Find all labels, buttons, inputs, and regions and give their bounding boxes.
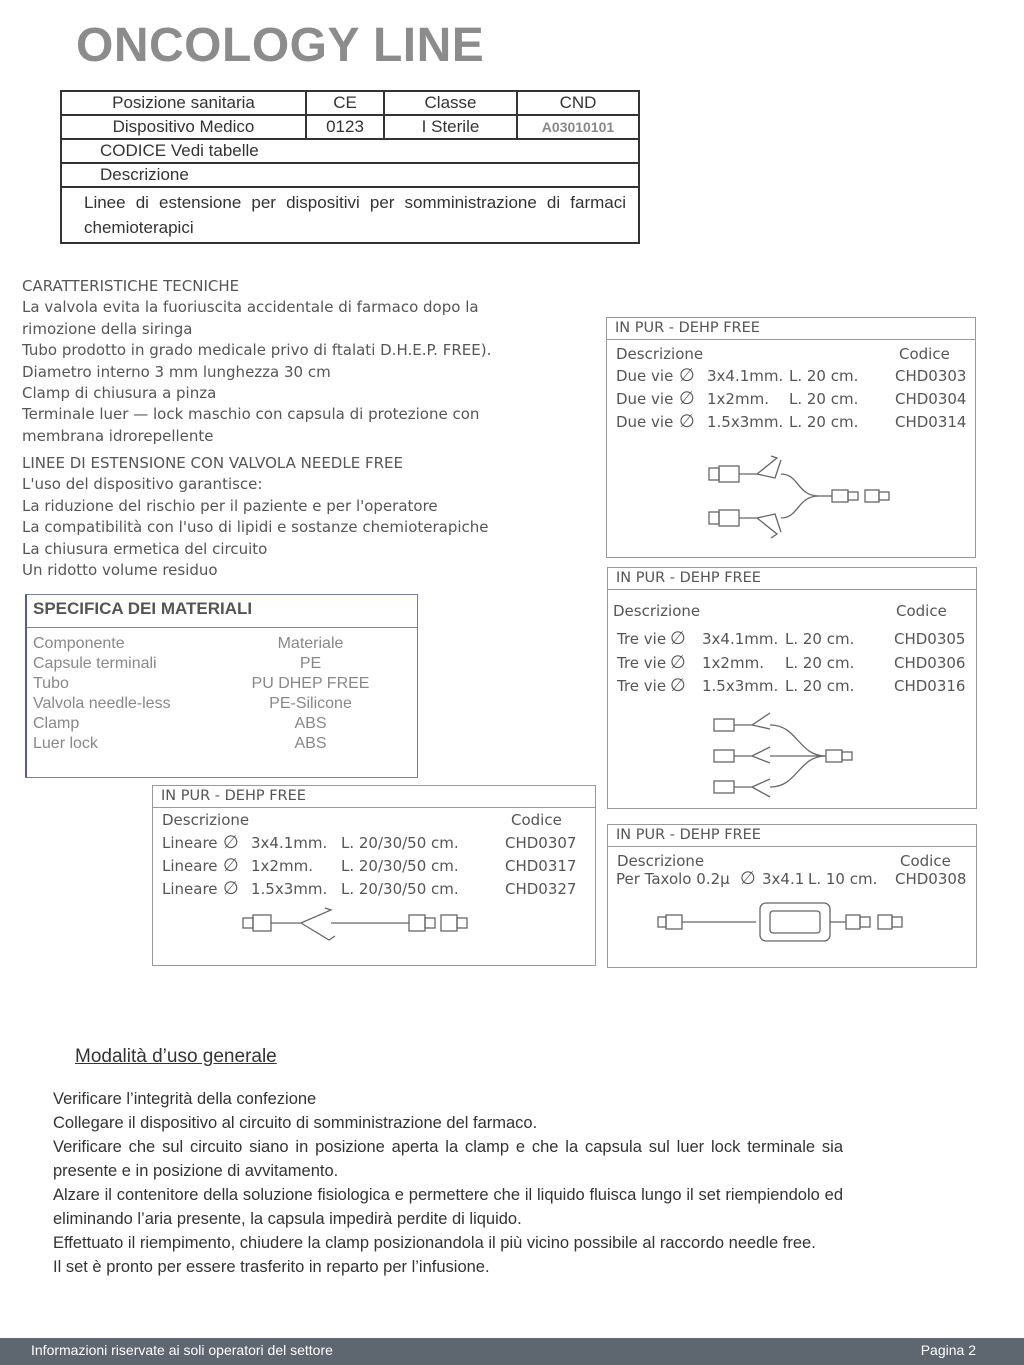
row-len: L. 20 cm. [785, 654, 855, 672]
diameter-icon: ∅ [670, 675, 686, 696]
diameter-icon: ∅ [670, 628, 686, 649]
diameter-icon: ∅ [223, 832, 239, 853]
row-code: CHD0308 [895, 870, 967, 888]
desc-label: Descrizione [613, 602, 701, 620]
row-len: L. 20 cm. [789, 367, 859, 385]
row-dim: 1.5x3mm. [251, 880, 328, 898]
tech-line: rimozione della siringa [22, 319, 193, 338]
diameter-icon: ∅ [223, 878, 239, 899]
usage-title: Modalità d’uso generale [75, 1046, 277, 1067]
diameter-icon: ∅ [679, 365, 695, 386]
row-len: L. 10 cm. [808, 870, 878, 888]
row-name: Due vie [616, 390, 674, 408]
needle-line: La chiusura ermetica del circuito [22, 539, 268, 558]
device-info-table [60, 90, 640, 244]
needle-free-features [22, 453, 489, 581]
row-code: CHD0314 [895, 413, 967, 431]
materials-row [27, 674, 417, 694]
tech-line: Tubo prodotto in grado medicale privo di ftalati D.H.E.P. FREE). [22, 341, 492, 360]
page-title: ONCOLOGY LINE [76, 19, 485, 72]
row-len: L. 20 cm. [785, 630, 855, 648]
row-dim: 1x2mm. [707, 390, 769, 408]
value-cell: 0123 [306, 115, 384, 139]
header-cell: Classe [384, 91, 517, 115]
row-dim: 1.5x3mm. [702, 677, 779, 695]
tech-line: Terminale luer — lock maschio con capsula di protezione con [22, 405, 480, 424]
usage-step: Il set è pronto per essere trasferito in reparto per l’infusione. [53, 1258, 490, 1276]
tech-line: La valvola evita la fuoriuscita accidentale di farmaco dopo la [22, 298, 479, 317]
desc-label: Descrizione [617, 852, 705, 870]
row-code: CHD0303 [895, 367, 967, 385]
two-way-line-drawing [707, 448, 897, 548]
material-component: Luer lock [33, 735, 98, 752]
tech-line: Diametro interno 3 mm lunghezza 30 cm [22, 362, 331, 381]
row-name: Per Taxolo 0.2µ [616, 870, 730, 888]
code-label: Codice [511, 811, 562, 829]
row-dim: 1x2mm. [702, 654, 764, 672]
needle-heading: LINEE DI ESTENSIONE CON VALVOLA NEEDLE FREE [22, 454, 403, 472]
needle-line: Un ridotto volume residuo [22, 561, 218, 580]
material-component: Capsule terminali [33, 655, 157, 672]
row-dim: 1.5x3mm. [707, 413, 784, 431]
material-value: Materiale [277, 635, 344, 652]
row-dim: 3x4.1mm. [702, 630, 779, 648]
row-dim: 3x4.1mm. [251, 834, 328, 852]
row-name: Tre vie [617, 654, 667, 672]
descrizione-label: Descrizione [61, 163, 639, 187]
usage-instructions [53, 1087, 843, 1279]
row-len: L. 20/30/50 cm. [341, 834, 459, 852]
row-dim: 1x2mm. [251, 857, 313, 875]
value-cell: Dispositivo Medico [61, 115, 306, 139]
header-cell: CE [306, 91, 384, 115]
taxol-filter-drawing [656, 897, 916, 947]
diameter-icon: ∅ [740, 868, 756, 889]
materials-table [25, 594, 418, 778]
linear-line-drawing [241, 906, 481, 946]
row-code: CHD0307 [505, 834, 577, 852]
row-dim: 3x4.1 [762, 870, 805, 888]
row-dim: 3x4.1mm. [707, 367, 784, 385]
diameter-icon: ∅ [670, 652, 686, 673]
row-code: CHD0317 [505, 857, 577, 875]
material-value: PU DHEP FREE [251, 675, 370, 692]
header-cell: Posizione sanitaria [61, 91, 306, 115]
material-value: ABS [294, 715, 327, 732]
material-component: Clamp [33, 715, 80, 732]
product-box-linear [152, 785, 596, 966]
row-name: Due vie [616, 367, 674, 385]
row-code: CHD0306 [894, 654, 966, 672]
tech-heading: CARATTERISTICHE TECNICHE [22, 277, 240, 295]
value-cell: I Sterile [384, 115, 517, 139]
material-component: Tubo [33, 675, 69, 692]
codice-row: CODICE Vedi tabelle [61, 139, 639, 163]
row-name: Lineare [162, 880, 218, 898]
material-value: PE [299, 655, 322, 672]
row-code: CHD0327 [505, 880, 577, 898]
needle-line: La compatibilità con l'uso di lipidi e sostanze chemioterapiche [22, 518, 489, 537]
material-component: Valvola needle-less [33, 695, 171, 712]
row-len: L. 20/30/50 cm. [341, 857, 459, 875]
materials-row [27, 634, 417, 654]
box-header: IN PUR - DEHP FREE [607, 318, 975, 340]
row-len: L. 20 cm. [785, 677, 855, 695]
row-len: L. 20/30/50 cm. [341, 880, 459, 898]
usage-step: Verificare l’integrità della confezione [53, 1090, 317, 1108]
row-len: L. 20 cm. [789, 390, 859, 408]
desc-label: Descrizione [162, 811, 250, 829]
row-code: CHD0304 [895, 390, 967, 408]
diameter-icon: ∅ [679, 388, 695, 409]
usage-step: Collegare il dispositivo al circuito di somministrazione del farmaco. [53, 1114, 538, 1132]
row-name: Tre vie [617, 677, 667, 695]
code-label: Codice [899, 345, 950, 363]
usage-step: Verificare che sul circuito siano in posizione aperta la clamp e che la capsula sul luer lock terminale sia presente e in posizione di avvitamento. [53, 1138, 843, 1180]
usage-step: Alzare il contenitore della soluzione fisiologica e permettere che il liquido fluisca lungo il set riempiendolo ed eliminando l’aria presente, la capsula impedirà perdite di liquido. [53, 1186, 843, 1228]
descrizione-text: Linee di estensione per dispositivi per somministrazione di farmaci chemioterapici [61, 187, 639, 243]
materials-row [27, 734, 417, 754]
product-box-three-way [607, 567, 977, 809]
box-header: IN PUR - DEHP FREE [608, 568, 976, 590]
diameter-icon: ∅ [223, 855, 239, 876]
materials-row [27, 654, 417, 674]
materials-title: SPECIFICA DEI MATERIALI [27, 595, 417, 628]
row-name: Due vie [616, 413, 674, 431]
row-name: Lineare [162, 857, 218, 875]
footer [0, 1338, 1024, 1365]
cnd-code: A03010101 [517, 115, 639, 139]
tech-line: Clamp di chiusura a pinza [22, 384, 217, 403]
row-name: Tre vie [617, 630, 667, 648]
material-component: Componente [33, 635, 125, 652]
header-cell: CND [517, 91, 639, 115]
needle-line: La riduzione del rischio per il paziente e per l'operatore [22, 496, 438, 515]
product-box-taxol [607, 824, 977, 968]
row-len: L. 20 cm. [789, 413, 859, 431]
code-label: Codice [896, 602, 947, 620]
row-name: Lineare [162, 834, 218, 852]
row-code: CHD0305 [894, 630, 966, 648]
usage-step: Effettuato il riempimento, chiudere la clamp posizionandola il più vicino possibile al raccordo needle free. [53, 1234, 816, 1252]
tech-line: membrana idrorepellente [22, 426, 214, 445]
technical-features [22, 276, 491, 447]
diameter-icon: ∅ [679, 411, 695, 432]
three-way-line-drawing [708, 711, 898, 801]
material-value: PE-Silicone [269, 695, 352, 712]
page-number: Pagina 2 [920, 1342, 976, 1358]
materials-row [27, 694, 417, 714]
box-header: IN PUR - DEHP FREE [153, 786, 595, 808]
material-value: ABS [294, 735, 327, 752]
materials-row [27, 714, 417, 734]
footer-note: Informazioni riservate ai soli operatori del settore [31, 1342, 333, 1358]
needle-line: L'uso del dispositivo garantisce: [22, 475, 263, 494]
product-box-two-way [606, 317, 976, 558]
box-header: IN PUR - DEHP FREE [608, 825, 976, 847]
desc-label: Descrizione [616, 345, 704, 363]
row-code: CHD0316 [894, 677, 966, 695]
code-label: Codice [900, 852, 951, 870]
